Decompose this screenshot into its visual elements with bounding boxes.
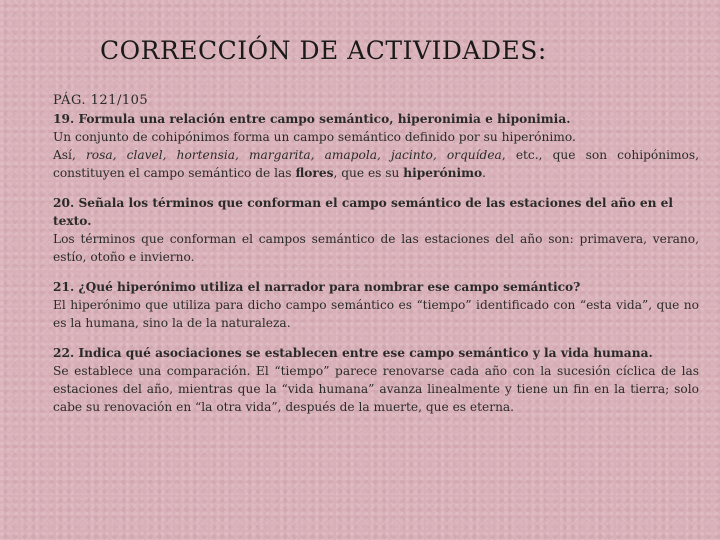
slide-title: CORRECCIÓN DE ACTIVIDADES: [100,36,547,65]
question-21: 21. ¿Qué hiperónimo utiliza el narrador para nombrar ese campo semántico? [53,280,581,294]
question-19-block [53,110,699,182]
question-22: 22. Indica qué asociaciones se establecen entre ese campo semántico y la vida humana. [53,346,653,360]
answer-19-line1: Un conjunto de cohipónimos forma un campo semántico definido por su hiperónimo. [53,130,576,144]
answer-19-intro: Así, [53,148,76,162]
answer-20: Los términos que conforman el campos semántico de las estaciones del año son: primavera, verano, estío, otoño e invierno. [53,232,699,264]
answer-21: El hiperónimo que utiliza para dicho campo semántico es “tiempo” identificado con “esta vida”, que no es la humana, sino la de la naturaleza. [53,298,699,330]
page-reference: PÁG. 121/105 [53,93,149,108]
answer-19-examples: rosa, clavel, hortensia, margarita, amapola, jacinto, orquídea [85,148,502,162]
answer-19-line2 [53,146,699,182]
question-21-block [53,278,699,332]
answer-19-flores: flores [295,166,334,180]
question-22-block [53,344,699,416]
question-20: 20. Señala los términos que conforman el campo semántico de las estaciones del año en el texto. [53,196,674,228]
answer-19-mid: , etc., que son cohipónimos, constituyen el campo semántico de las [53,148,699,180]
question-19: 19. Formula una relación entre campo semántico, hiperonimia e hiponimia. [53,112,571,126]
answer-19-hiperonimo: hiperónimo [403,166,483,180]
answer-19-end: . [482,166,486,180]
answer-22: Se establece una comparación. El “tiempo” parece renovarse cada año con la sucesión cíclica de las estaciones del año, mientras que la “vida humana” avanza linealmente y tiene un fin en la tierra; solo cabe su renovación en “la otra vida”, después de la muerte, que es eterna. [53,364,699,414]
question-20-block [53,194,699,266]
answer-19-mid2: , que es su [333,166,400,180]
slide-content [53,92,699,428]
